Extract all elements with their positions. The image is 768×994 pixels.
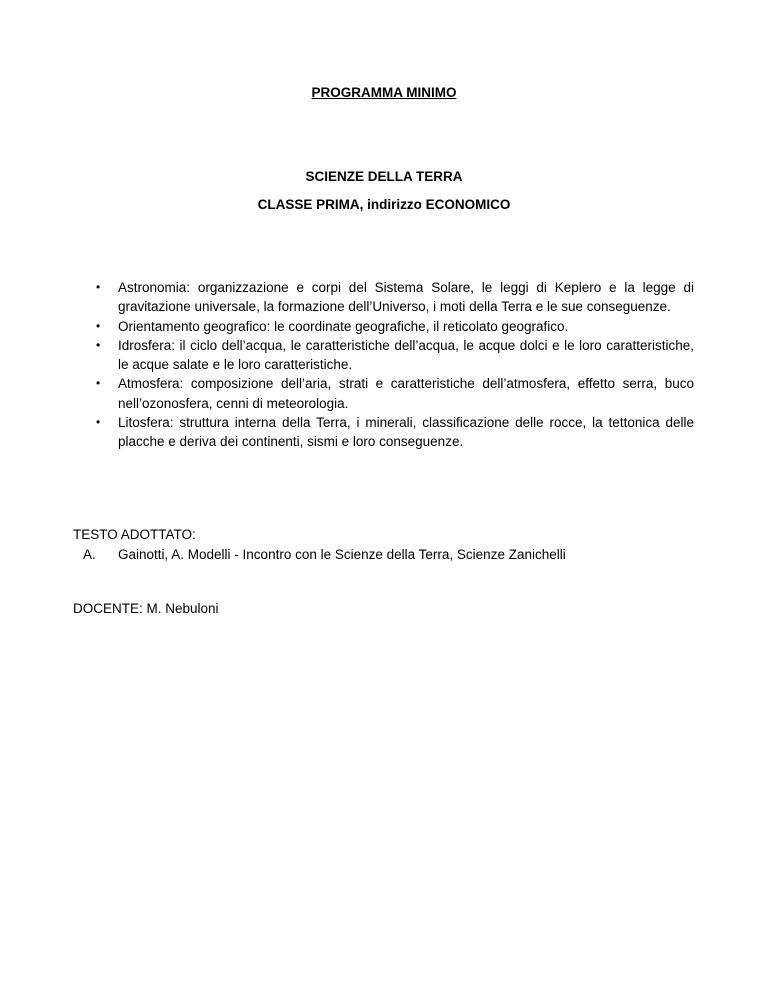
textbook-entry [83, 546, 566, 564]
topic-list [96, 278, 694, 452]
topic-text: Atmosfera: composizione dell’aria, strati e caratteristiche dell’atmosfera, effetto serra, buco nell’ozonosfera, cenni di meteorologia. [118, 376, 694, 411]
textbook-index: A. [83, 547, 96, 562]
bullet-icon: • [96, 415, 101, 430]
list-item [96, 413, 694, 452]
list-item [96, 317, 694, 336]
bullet-icon: • [96, 318, 101, 333]
topic-text: Litosfera: struttura interna della Terra, i minerali, classificazione delle rocce, la tettonica delle placche e deriva dei continenti, sismi e loro conseguenze. [118, 415, 694, 450]
subject-title: SCIENZE DELLA TERRA [305, 169, 463, 184]
list-item [96, 374, 694, 413]
topic-text: Astronomia: organizzazione e corpi del Sistema Solare, le leggi di Keplero e la legge di gravitazione universale, la formazione dell’Universo, i moti della Terra e le sue conseguenze. [118, 280, 694, 315]
list-item [96, 336, 694, 375]
topic-text: Idrosfera: il ciclo dell’acqua, le caratteristiche dell’acqua, le acque dolci e le loro caratteristiche, le acque salate e le loro caratteristiche. [118, 337, 694, 373]
list-item [96, 278, 694, 317]
bullet-icon: • [96, 376, 101, 391]
textbook-text: Gainotti, A. Modelli - Incontro con le Scienze della Terra, Scienze Zanichelli [118, 547, 566, 562]
topic-text: Orientamento geografico: le coordinate geografiche, il reticolato geografico. [118, 318, 569, 334]
bullet-icon: • [96, 280, 101, 294]
teacher-label: DOCENTE: M. Nebuloni [73, 601, 219, 616]
textbook-label: TESTO ADOTTATO: [73, 527, 196, 542]
class-title: CLASSE PRIMA, indirizzo ECONOMICO [257, 197, 511, 212]
bullet-icon: • [96, 337, 101, 352]
document-title: PROGRAMMA MINIMO [311, 85, 457, 100]
